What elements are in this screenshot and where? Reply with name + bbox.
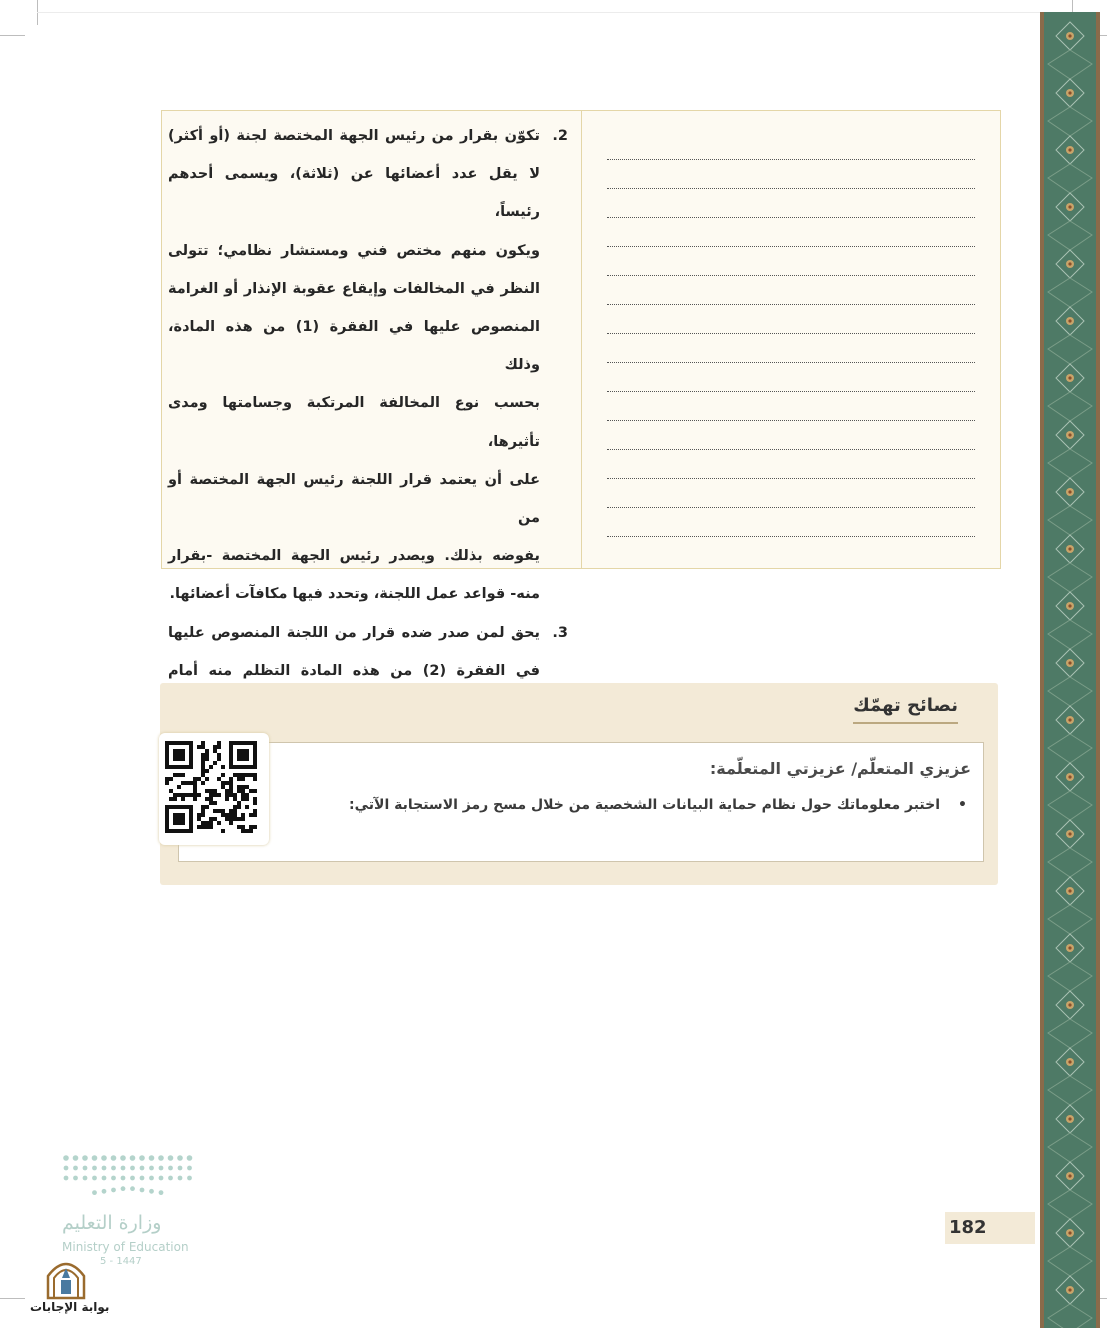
clause-line: يحق لمن صدر ضده قرار من اللجنة المنصوص عليها	[168, 624, 540, 641]
clause-line: تكوّن بقرار من رئيس الجهة المختصة لجنة (أو أكثر)	[168, 128, 540, 144]
tips-content	[178, 742, 984, 862]
instruction-text: اختبر معلوماتك حول نظام حماية البيانات الشخصية من خلال مسح رمز الاستجابة الآتي:	[349, 797, 941, 813]
answer-line[interactable]	[607, 160, 975, 189]
decorative-pattern-border	[1040, 12, 1100, 1328]
answer-line[interactable]	[607, 392, 975, 421]
qr-code-card[interactable]	[159, 733, 269, 845]
clause-line: النظر في المخالفات وإيقاع عقوبة الإنذار أو الغرامة	[168, 280, 540, 297]
clause-line: على أن يعتمد قرار اللجنة رئيس الجهة المختصة أو من	[168, 471, 540, 527]
clause-line: بحسب نوع المخالفة المرتكبة وجسامتها ومدى تأثيرها،	[168, 395, 540, 450]
answer-line[interactable]	[607, 479, 975, 508]
column-divider	[581, 111, 582, 568]
watermark-lantern-icon	[44, 1258, 88, 1300]
article-text-box	[161, 110, 1001, 679]
page-number: 182	[949, 1217, 987, 1238]
answer-line[interactable]	[607, 508, 975, 537]
clause-line: منه- قواعد عمل اللجنة، وتحدد فيها مكافآت أعضائها.	[169, 586, 540, 603]
ministry-logo-icon	[60, 1152, 200, 1202]
answer-line[interactable]	[607, 305, 975, 334]
ministry-name-ar: وزارة التعليم	[62, 1212, 162, 1234]
qr-code-icon[interactable]	[165, 741, 257, 833]
crop-mark	[0, 1298, 25, 1299]
answer-line[interactable]	[607, 131, 975, 160]
clause-number: 2.	[552, 128, 568, 144]
instruction	[349, 797, 967, 813]
answer-line[interactable]	[607, 218, 975, 247]
answer-line[interactable]	[607, 247, 975, 276]
clause-line: المنصوص عليها في الفقرة (1) من هذه المادة، وذلك	[168, 319, 540, 374]
page-number-tab	[945, 1212, 1035, 1244]
answer-line[interactable]	[607, 421, 975, 450]
tips-box	[160, 683, 998, 885]
answer-line[interactable]	[607, 450, 975, 479]
answer-line[interactable]	[607, 363, 975, 392]
watermark-text: بوابة الإجابات	[30, 1300, 110, 1314]
crop-mark	[0, 35, 25, 36]
clause-line: يفوضه بذلك. ويصدر رئيس الجهة المختصة -بقرار	[168, 548, 540, 565]
clause-number: 3.	[552, 624, 568, 641]
page-edge-line	[37, 12, 1040, 13]
clause-line: في الفقرة (2) من هذه المادة التظلم منه أمام	[168, 662, 540, 679]
answer-line[interactable]	[607, 189, 975, 218]
bullet: •	[958, 797, 967, 813]
clause-line: ويكون منهم مختص فني ومستشار نظامي؛ تتولى	[168, 242, 540, 259]
ministry-name-en: Ministry of Education	[62, 1240, 189, 1254]
edition-year: 5 - 1447	[100, 1256, 142, 1267]
answer-lines[interactable]	[607, 131, 975, 537]
article-text	[168, 117, 568, 766]
answer-line[interactable]	[607, 276, 975, 305]
clause-line: لا يقل عدد أعضائها عن (ثلاثة)، ويسمى أحدهم رئيساً،	[168, 166, 540, 221]
islamic-pattern-icon	[1040, 12, 1100, 1328]
answer-line[interactable]	[607, 334, 975, 363]
greeting: عزيزي المتعلّم/ عزيزتي المتعلّمة:	[709, 759, 971, 778]
tips-title: نصائح تهمّك	[853, 695, 958, 724]
clause-2	[168, 117, 568, 614]
